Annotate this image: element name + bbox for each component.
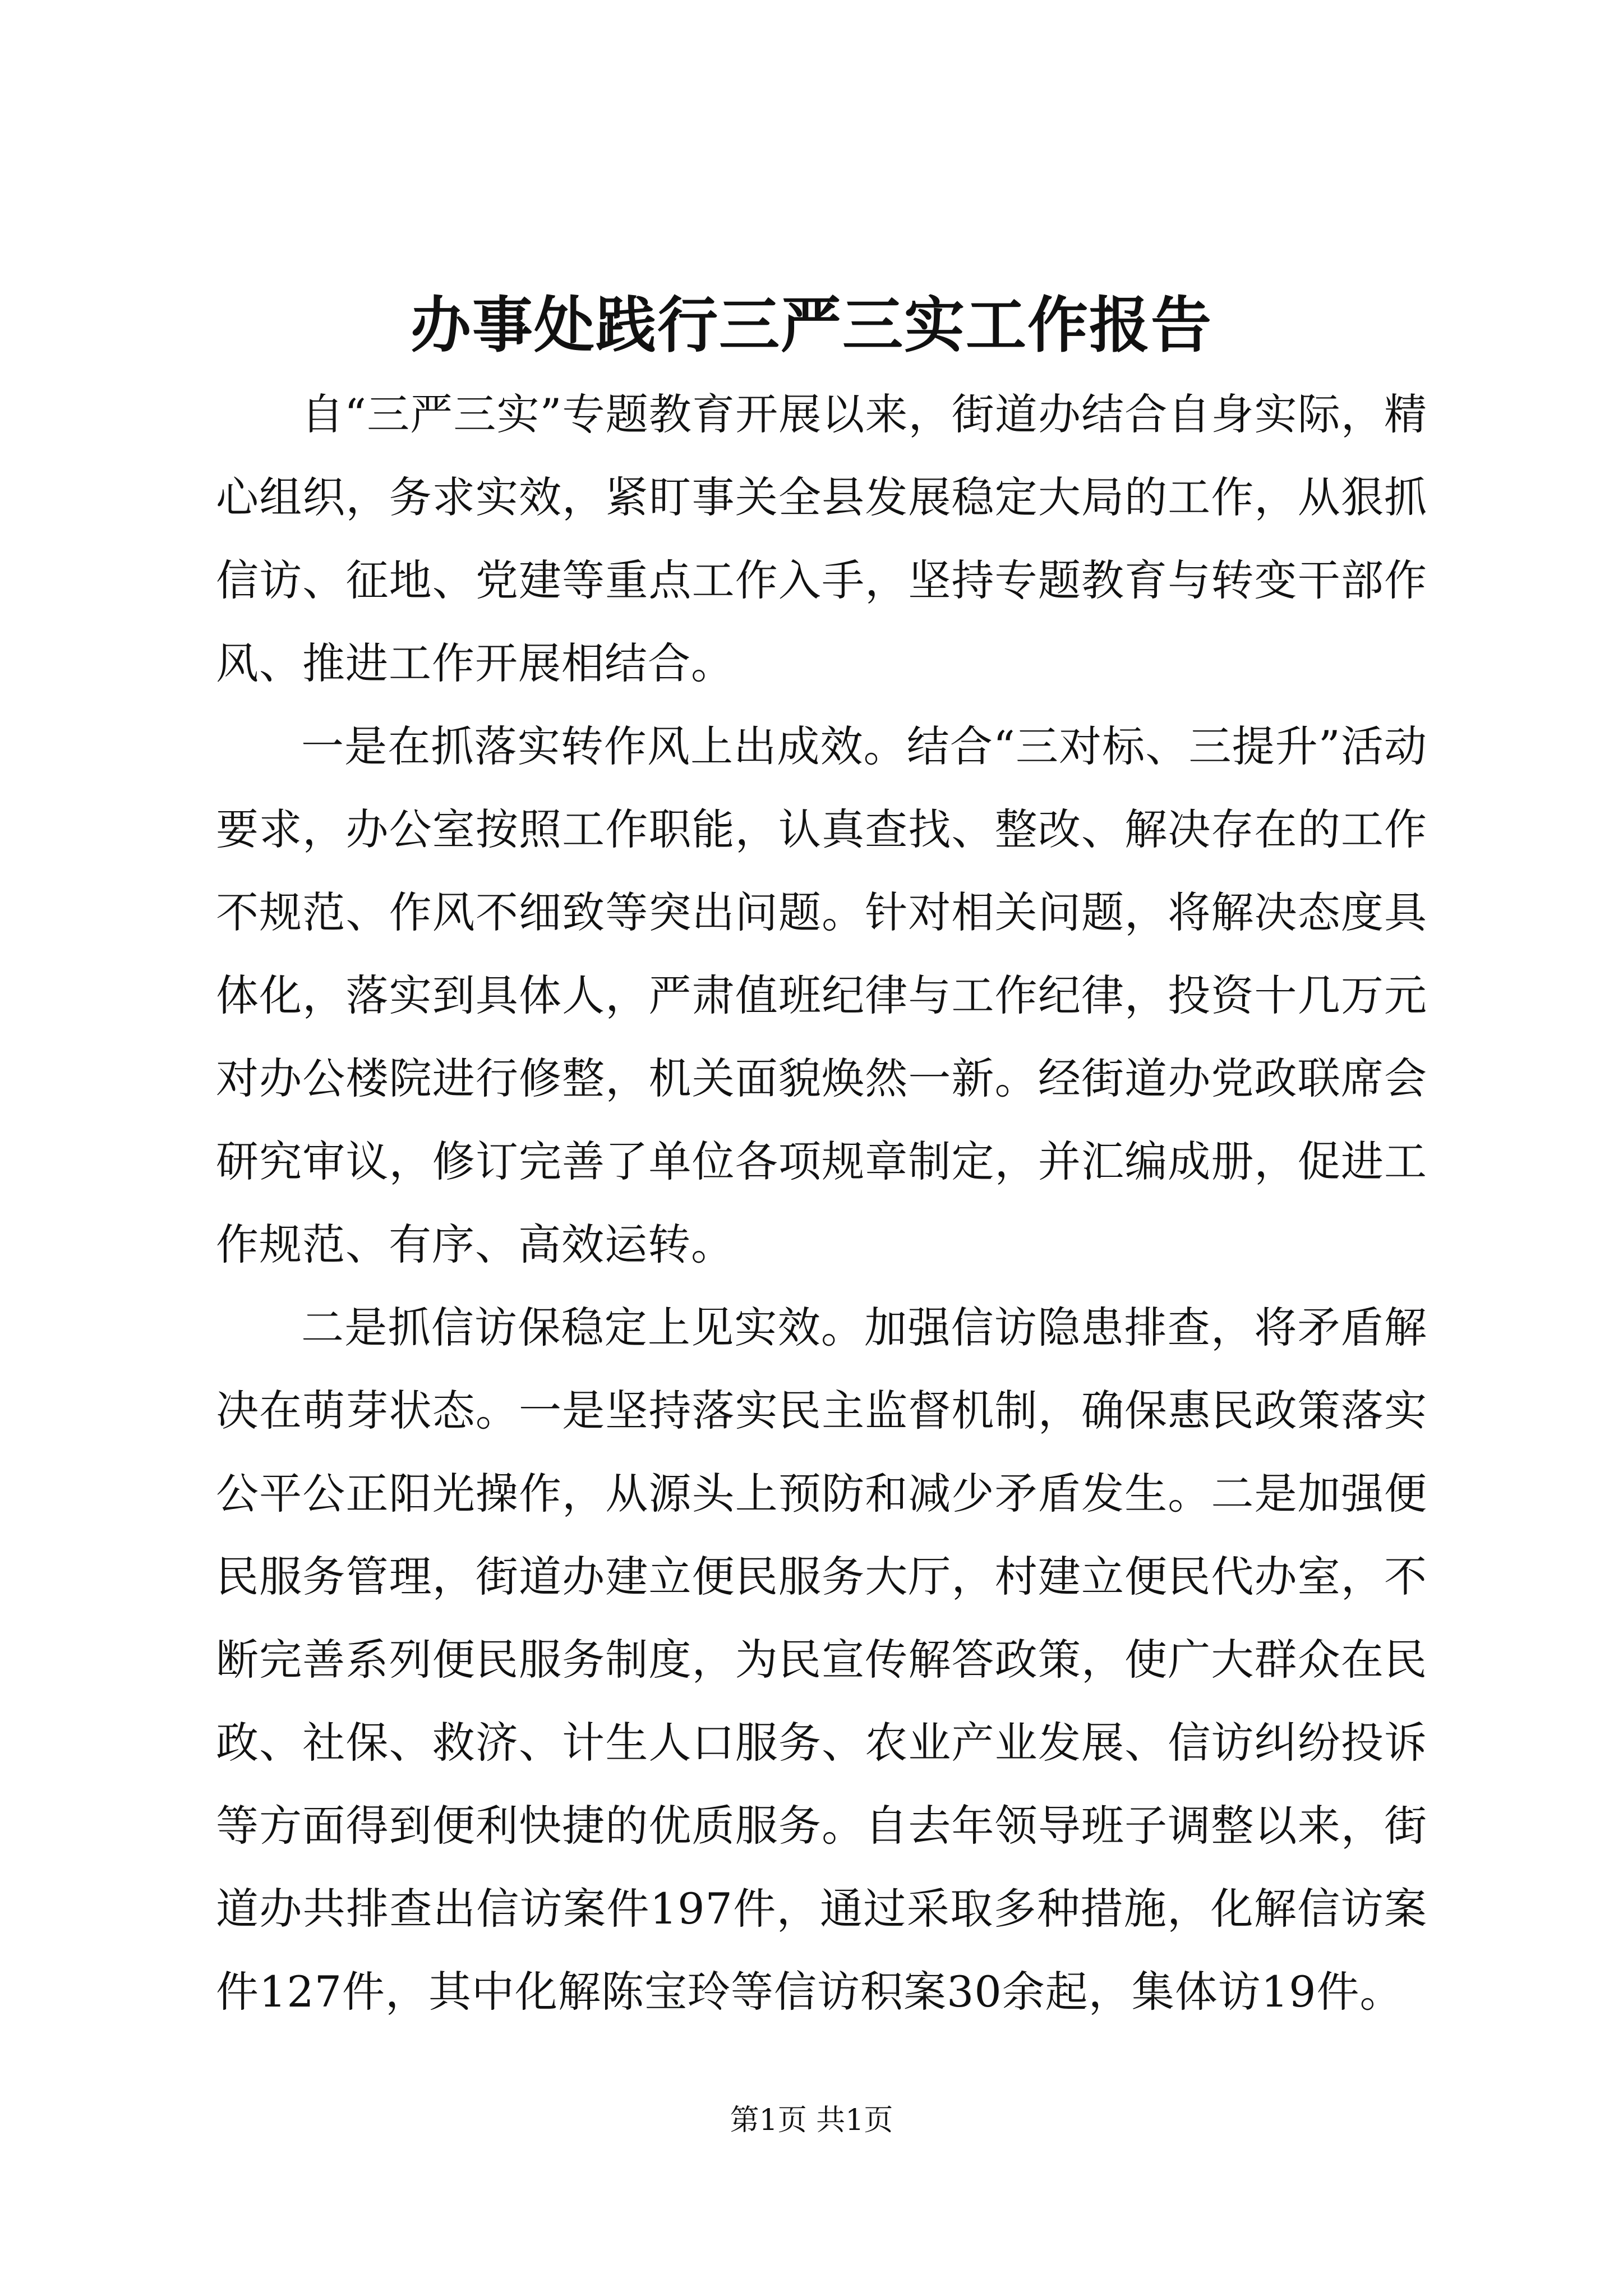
paragraph-petitions: 二是抓信访保稳定上见实效。加强信访隐患排查，将矛盾解决在萌芽状态。一是坚持落实民主监督机制，确保惠民政策落实公平公正阳光操作，从源头上预防和减少矛盾发生。二是加强便民服务管理，街道办建立便民服务大厅，村建立便民代办室，不断完善系列便民服务制度，为民宣传解答政策，使广大群众在民政、社保、救济、计生人口服务、农业产业发展、信访纠纷投诉等方面得到便利快捷的优质服务。自去年领导班子调整以来，街道办共排查出信访案件197件，通过采取多种措施，化解信访案件127件，其中化解陈宝玲等信访积案30余起，集体访19件。	[216, 1303, 1427, 2017]
paragraph-work-style: 一是在抓落实转作风上出成效。结合“三对标、三提升”活动要求，办公室按照工作职能，认真查找、整改、解决存在的工作不规范、作风不细致等突出问题。针对相关问题，将解决态度具体化，落实到具体人，严肃值班纪律与工作纪律，投资十几万元对办公楼院进行修整，机关面貌焕然一新。经街道办党政联席会研究审议，修订完善了单位各项规章制定，并汇编成册，促进工作规范、有序、高效运转。	[216, 721, 1427, 1269]
paragraph-intro: 自“三严三实”专题教育开展以来，街道办结合自身实际，精心组织，务求实效，紧盯事关全县发展稳定大局的工作，从狠抓信访、征地、党建等重点工作入手，坚持专题教育与转变干部作风、推进工作开展相结合。	[216, 389, 1427, 688]
document-body	[216, 373, 1427, 2033]
page-footer: 第1页 共1页	[730, 2104, 893, 2137]
document-title: 办事处践行三严三实工作报告	[410, 290, 1212, 361]
